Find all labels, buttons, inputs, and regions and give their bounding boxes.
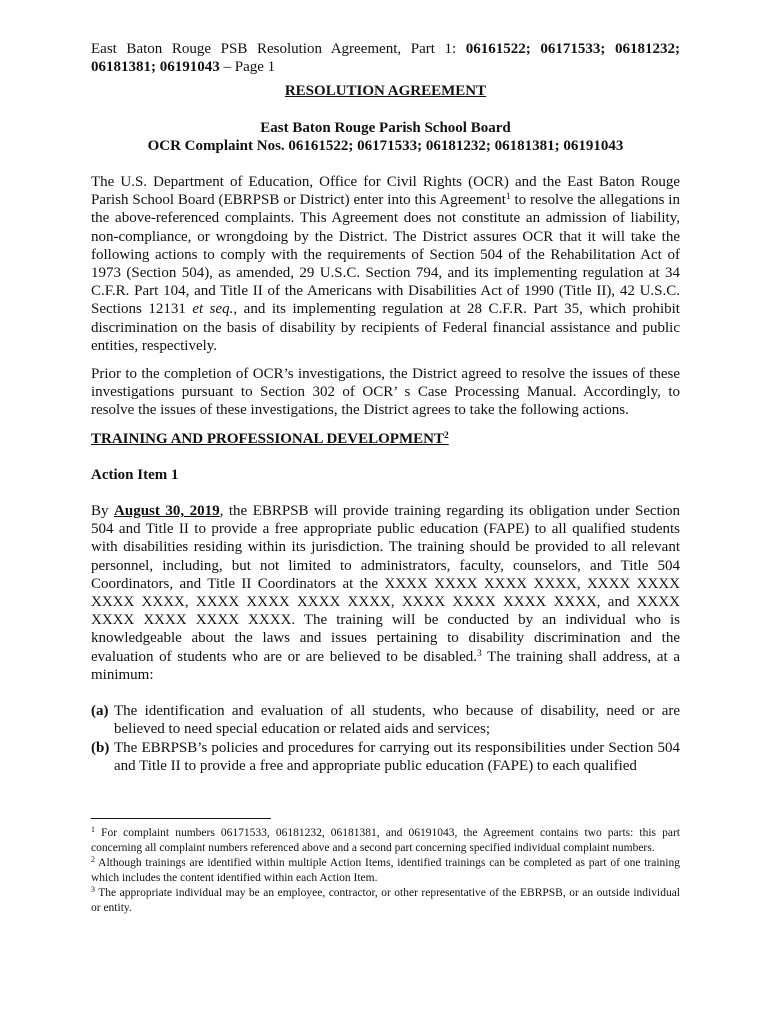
- footnote-number: 2: [91, 855, 95, 864]
- intro-paragraph: [91, 173, 680, 355]
- action-item-paragraph: [91, 502, 680, 684]
- list-item-label: (b): [91, 739, 110, 756]
- list-item: [91, 739, 680, 775]
- footnote: [91, 856, 680, 886]
- footnote: [91, 886, 680, 916]
- footnote-text: For complaint numbers 06171533, 06181232, 06181381, and 06191043, the Agreement contains two parts: this part concerning all complaint numbers referenced above and a second part concerning specified individual complaint numbers.: [91, 827, 680, 854]
- intro-text-1: The U.S. Department of Education, Office for Civil Rights (OCR) and the East Baton Rouge Parish School Board (EBRPSB or District) enter into this Agreement: [91, 174, 680, 209]
- training-topics-list: [91, 702, 680, 775]
- footnote-text: The appropriate individual may be an employee, contractor, or other representative of the EBRPSB, or an outside individual or entity.: [91, 887, 680, 914]
- footnote-ref-3: 3: [477, 648, 482, 659]
- header-complaint-numbers: 06161522; 06171533; 06181232; 06181381; 06191043: [91, 41, 680, 76]
- prior-completion-paragraph: Prior to the completion of OCR’s investigations, the District agreed to resolve the issues of these investigations pursuant to Section 302 of OCR’ s Case Processing Manual. Accordingly, to resolve the issues of these investigations, the District agrees to take the following actions.: [91, 366, 680, 419]
- action-text-2: , the EBRPSB will provide training regarding its obligation under Section 504 and Title II to provide a free appropriate public education (FAPE) to all qualified students with disabilities residing within its jurisdiction. The training should be provided to all relevant personnel, including, but not limited to administrators, faculty, counselors, and Title 504 Coordinators, and Title II Coordinators at the XXXX XXXX XXXX XXXX, XXXX XXXX XXXX XXXX, XXXX XXXX XXXX XXXX, XXXX XXXX XXXX XXXX, and XXXX XXXX XXXX XXXX XXXX. The training will be conducted by an individual who is knowledgeable about the laws and issues pertaining to disability discrimination and the evaluation of students who are or are believed to be disabled.: [91, 503, 680, 665]
- section-heading: [91, 430, 680, 448]
- list-item-label: (a): [91, 703, 109, 720]
- footnote: [91, 826, 680, 856]
- list-item-text: The EBRPSB’s policies and procedures for carrying out its responsibilities under Section 504 and Title II to provide a free and appropriate public education (FAPE) to each qualified: [114, 739, 680, 774]
- header-prefix: East Baton Rouge PSB Resolution Agreement, Part 1:: [91, 41, 466, 57]
- list-item-text: The identification and evaluation of all students, who because of disability, need or are believed to need special education or related aids and services;: [114, 703, 680, 738]
- document-title: RESOLUTION AGREEMENT: [284, 83, 487, 100]
- intro-text-3: , and its implementing regulation at 28 C.F.R. Part 35, which prohibit discrimination on the basis of disability by recipients of Federal financial assistance and public entities, respectively.: [91, 301, 680, 354]
- footnote-number: 1: [91, 825, 95, 834]
- footnote-ref-1: 1: [505, 192, 511, 203]
- header-page-number: – Page 1: [219, 59, 276, 76]
- footnote-number: 3: [91, 885, 95, 894]
- footnote-divider: [91, 818, 271, 819]
- document-subtitle-board: East Baton Rouge Parish School Board: [260, 119, 511, 136]
- footnotes: [91, 826, 680, 916]
- action-item-heading: Action Item 1: [91, 466, 179, 483]
- intro-text-2: to resolve the allegations in the above-referenced complaints. This Agreement does not constitute an admission of liability, non-compliance, or wrongdoing by the District. The District assures OCR that it will take the following actions to comply with the requirements of Section 504 of the Rehabilitation Act of 1973 (Section 504), as amended, 29 U.S.C. Section 794, and its implementing regulation at 34 C.F.R. Part 104, and Title II of the Americans with Disabilities Act of 1990 (Title II), 42 U.S.C. Sections 12131: [91, 192, 680, 318]
- deadline-date: August 30, 2019: [114, 503, 220, 520]
- running-header: [91, 40, 680, 76]
- document-subtitle-complaints: OCR Complaint Nos. 06161522; 06171533; 06181232; 06181381; 06191043: [147, 137, 624, 154]
- document-page: [91, 40, 680, 775]
- action-text-1: By: [91, 503, 115, 520]
- intro-italic-text: et seq.: [192, 301, 234, 318]
- footnote-ref-2: 2: [443, 430, 449, 441]
- list-item: [91, 702, 680, 738]
- action-text-3: The training shall address, at a minimum:: [91, 648, 680, 683]
- section-heading-text: TRAINING AND PROFESSIONAL DEVELOPMENT: [91, 430, 444, 447]
- footnote-text: Although trainings are identified within multiple Action Items, identified trainings can be completed as part of one training which includes the content identified within each Action Item.: [91, 857, 680, 884]
